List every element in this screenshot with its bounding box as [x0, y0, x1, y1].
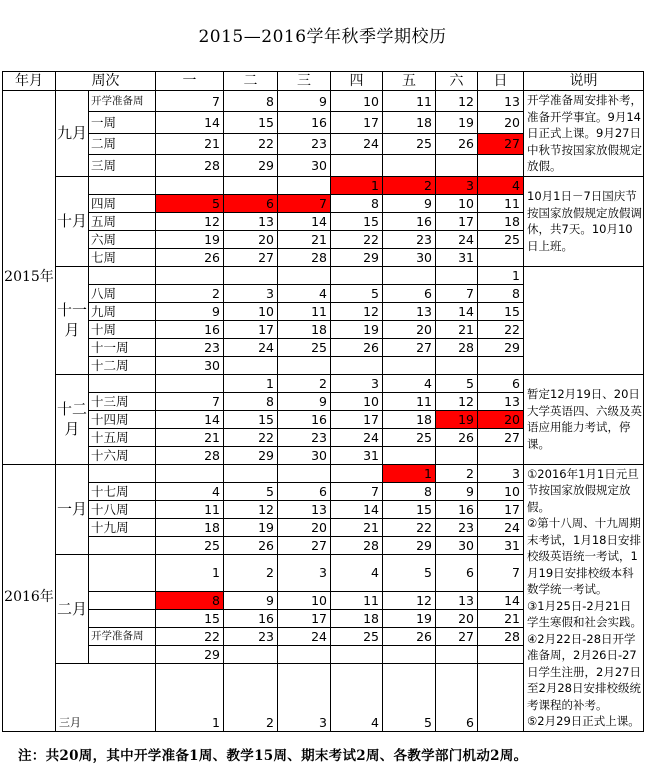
- table-row: [3, 91, 644, 112]
- day-cell: 5: [383, 554, 436, 591]
- day-cell: [224, 176, 278, 194]
- day-cell: 28: [436, 338, 478, 356]
- table-cell: [89, 374, 156, 392]
- day-cell: 4: [278, 284, 331, 302]
- holiday-cell: 4: [478, 176, 524, 194]
- week-label: 十五周: [89, 428, 156, 446]
- day-cell: 1: [156, 663, 224, 731]
- day-cell: 9: [278, 91, 331, 112]
- day-cell: 11: [278, 302, 331, 320]
- day-cell: 19: [436, 112, 478, 133]
- day-cell: 20: [278, 518, 331, 536]
- day-cell: 2: [224, 663, 278, 731]
- day-cell: 20: [383, 320, 436, 338]
- table-cell: [89, 554, 156, 591]
- week-label: 二周: [89, 133, 156, 154]
- header-week: 周次: [56, 72, 156, 91]
- day-cell: [156, 464, 224, 482]
- day-cell: 10: [331, 392, 383, 410]
- day-cell: 17: [278, 609, 331, 627]
- year-2016: 2016年: [3, 464, 56, 731]
- day-cell: 13: [478, 392, 524, 410]
- day-cell: [331, 356, 383, 374]
- header-tue: 二: [224, 72, 278, 91]
- day-cell: 3: [224, 284, 278, 302]
- week-label: 十九周: [89, 518, 156, 536]
- day-cell: 29: [224, 446, 278, 464]
- day-cell: [383, 155, 436, 176]
- day-cell: 24: [224, 338, 278, 356]
- day-cell: 25: [331, 627, 383, 645]
- day-cell: 3: [278, 554, 331, 591]
- day-cell: 16: [224, 609, 278, 627]
- day-cell: 18: [383, 410, 436, 428]
- table-row: [3, 266, 644, 284]
- month-label-feb: 二月: [56, 554, 89, 663]
- day-cell: 15: [224, 112, 278, 133]
- day-cell: 22: [478, 320, 524, 338]
- day-cell: 6: [436, 554, 478, 591]
- day-cell: 27: [383, 338, 436, 356]
- day-cell: 31: [478, 536, 524, 554]
- day-cell: [478, 446, 524, 464]
- day-cell: 23: [383, 230, 436, 248]
- day-cell: [156, 266, 224, 284]
- day-cell: [156, 374, 224, 392]
- day-cell: 1: [224, 374, 278, 392]
- day-cell: 22: [383, 518, 436, 536]
- week-label: 四周: [89, 194, 156, 212]
- day-cell: 7: [156, 392, 224, 410]
- day-cell: 29: [224, 155, 278, 176]
- calendar-title: 2015—2016学年秋季学期校历: [198, 27, 447, 47]
- holiday-cell: 19: [436, 410, 478, 428]
- day-cell: 22: [331, 230, 383, 248]
- day-cell: 12: [436, 91, 478, 112]
- day-cell: 5: [224, 482, 278, 500]
- day-cell: [278, 266, 331, 284]
- note-item: ⑤2月29日正式上课。: [527, 714, 640, 728]
- day-cell: 16: [436, 500, 478, 518]
- table-cell: [89, 536, 156, 554]
- holiday-cell: 6: [224, 194, 278, 212]
- table-row: [3, 464, 644, 482]
- holiday-cell: 8: [156, 591, 224, 609]
- day-cell: 15: [224, 410, 278, 428]
- day-cell: 6: [436, 663, 478, 731]
- day-cell: 8: [224, 392, 278, 410]
- day-cell: 16: [383, 212, 436, 230]
- day-cell: 23: [156, 338, 224, 356]
- table-row: [3, 374, 644, 392]
- day-cell: 10: [331, 91, 383, 112]
- day-cell: [224, 645, 278, 663]
- day-cell: [224, 464, 278, 482]
- day-cell: 17: [478, 500, 524, 518]
- day-cell: 4: [156, 482, 224, 500]
- table-cell: [89, 609, 156, 627]
- day-cell: 14: [436, 302, 478, 320]
- year-2015: 2015年: [3, 91, 56, 465]
- week-label: 十二周: [89, 356, 156, 374]
- day-cell: 9: [224, 591, 278, 609]
- day-cell: 22: [224, 133, 278, 154]
- day-cell: [383, 266, 436, 284]
- day-cell: 8: [224, 91, 278, 112]
- day-cell: 11: [156, 500, 224, 518]
- day-cell: 29: [383, 536, 436, 554]
- day-cell: 28: [331, 536, 383, 554]
- day-cell: [383, 645, 436, 663]
- day-cell: 30: [278, 446, 331, 464]
- day-cell: 12: [331, 302, 383, 320]
- table-cell: [89, 266, 156, 284]
- day-cell: 23: [278, 428, 331, 446]
- day-cell: 13: [383, 302, 436, 320]
- day-cell: 21: [278, 230, 331, 248]
- note-jan-feb: [524, 464, 644, 731]
- day-cell: 9: [383, 194, 436, 212]
- day-cell: 22: [224, 428, 278, 446]
- day-cell: 7: [478, 554, 524, 591]
- day-cell: [278, 356, 331, 374]
- day-cell: 12: [224, 500, 278, 518]
- day-cell: 2: [224, 554, 278, 591]
- week-label: 十周: [89, 320, 156, 338]
- day-cell: 19: [383, 609, 436, 627]
- day-cell: [331, 155, 383, 176]
- header-sat: 六: [436, 72, 478, 91]
- day-cell: 21: [156, 428, 224, 446]
- month-label-dec: 十二月: [56, 374, 89, 464]
- note-nov: [524, 266, 644, 374]
- day-cell: 31: [331, 446, 383, 464]
- day-cell: 14: [331, 500, 383, 518]
- note-item: ①2016年1月1日元旦节按国家放假规定放假。: [527, 466, 639, 514]
- day-cell: 30: [156, 356, 224, 374]
- day-cell: 12: [383, 591, 436, 609]
- week-label: 十四周: [89, 410, 156, 428]
- day-cell: 11: [331, 591, 383, 609]
- day-cell: 19: [156, 230, 224, 248]
- day-cell: 3: [278, 663, 331, 731]
- week-label: 十七周: [89, 482, 156, 500]
- day-cell: 24: [436, 230, 478, 248]
- day-cell: 10: [278, 591, 331, 609]
- week-label: 开学准备周: [89, 627, 156, 645]
- day-cell: [478, 663, 524, 731]
- week-label: 十三周: [89, 392, 156, 410]
- holiday-cell: 3: [436, 176, 478, 194]
- day-cell: 5: [383, 663, 436, 731]
- day-cell: [436, 356, 478, 374]
- holiday-cell: 5: [156, 194, 224, 212]
- day-cell: [278, 464, 331, 482]
- day-cell: [156, 176, 224, 194]
- day-cell: 17: [436, 212, 478, 230]
- day-cell: [383, 356, 436, 374]
- day-cell: 28: [156, 155, 224, 176]
- day-cell: 13: [436, 591, 478, 609]
- day-cell: 11: [383, 392, 436, 410]
- week-label: 六周: [89, 230, 156, 248]
- month-label-oct: 十月: [56, 176, 89, 266]
- day-cell: 20: [224, 230, 278, 248]
- day-cell: 26: [436, 133, 478, 154]
- day-cell: 25: [383, 133, 436, 154]
- day-cell: 30: [383, 248, 436, 266]
- day-cell: 12: [436, 392, 478, 410]
- table-row: [3, 176, 644, 194]
- day-cell: 26: [156, 248, 224, 266]
- day-cell: 18: [278, 320, 331, 338]
- day-cell: [436, 446, 478, 464]
- day-cell: 7: [331, 482, 383, 500]
- day-cell: 18: [478, 212, 524, 230]
- footer-note: 注：共20周，其中开学准备1周、教学15周、期末考试2周、各教学部门机动2周。: [18, 748, 528, 764]
- day-cell: 2: [156, 284, 224, 302]
- school-calendar-table: [2, 71, 644, 732]
- day-cell: [383, 446, 436, 464]
- day-cell: [331, 645, 383, 663]
- day-cell: 5: [436, 374, 478, 392]
- day-cell: 14: [156, 112, 224, 133]
- day-cell: 24: [278, 627, 331, 645]
- day-cell: 10: [478, 482, 524, 500]
- day-cell: [478, 645, 524, 663]
- table-cell: [89, 591, 156, 609]
- day-cell: 21: [331, 518, 383, 536]
- day-cell: 1: [156, 554, 224, 591]
- day-cell: 26: [383, 627, 436, 645]
- day-cell: 13: [224, 212, 278, 230]
- day-cell: 9: [436, 482, 478, 500]
- day-cell: 24: [478, 518, 524, 536]
- day-cell: [478, 248, 524, 266]
- day-cell: 7: [156, 91, 224, 112]
- day-cell: 13: [278, 500, 331, 518]
- day-cell: [224, 356, 278, 374]
- day-cell: 23: [224, 627, 278, 645]
- holiday-cell: 7: [278, 194, 331, 212]
- day-cell: 8: [383, 482, 436, 500]
- day-cell: 18: [156, 518, 224, 536]
- note-oct: 10月1日－7日国庆节按国家放假规定放假调休，共7天。10月10日上班。: [524, 176, 644, 266]
- day-cell: 25: [156, 536, 224, 554]
- day-cell: 6: [278, 482, 331, 500]
- day-cell: 11: [383, 91, 436, 112]
- holiday-cell: 1: [383, 464, 436, 482]
- month-label-jan: 一月: [56, 464, 89, 554]
- day-cell: 28: [478, 627, 524, 645]
- day-cell: 14: [156, 410, 224, 428]
- month-label-sep: 九月: [56, 91, 89, 177]
- day-cell: 18: [383, 112, 436, 133]
- day-cell: 24: [331, 133, 383, 154]
- day-cell: [331, 464, 383, 482]
- day-cell: [224, 266, 278, 284]
- day-cell: 22: [156, 627, 224, 645]
- day-cell: 27: [436, 627, 478, 645]
- day-cell: [278, 176, 331, 194]
- table-cell: [89, 464, 156, 482]
- day-cell: 2: [278, 374, 331, 392]
- day-cell: 27: [478, 428, 524, 446]
- day-cell: 6: [478, 374, 524, 392]
- day-cell: 19: [224, 518, 278, 536]
- day-cell: 28: [278, 248, 331, 266]
- day-cell: [478, 356, 524, 374]
- day-cell: 10: [224, 302, 278, 320]
- day-cell: 15: [383, 500, 436, 518]
- day-cell: [278, 645, 331, 663]
- day-cell: 16: [156, 320, 224, 338]
- day-cell: 28: [156, 446, 224, 464]
- day-cell: 26: [224, 536, 278, 554]
- week-label: 一周: [89, 112, 156, 133]
- note-dec: 暂定12月19日、20日大学英语四、六级及英语应用能力考试，停课。: [524, 374, 644, 464]
- week-label: 十八周: [89, 500, 156, 518]
- holiday-cell: 2: [383, 176, 436, 194]
- day-cell: 15: [478, 302, 524, 320]
- day-cell: 30: [436, 536, 478, 554]
- day-cell: 9: [156, 302, 224, 320]
- day-cell: 12: [156, 212, 224, 230]
- day-cell: 16: [278, 410, 331, 428]
- table-cell: [89, 176, 156, 194]
- header-row: [3, 72, 644, 91]
- day-cell: 20: [436, 609, 478, 627]
- day-cell: 4: [331, 554, 383, 591]
- week-label: 三周: [89, 155, 156, 176]
- day-cell: 4: [383, 374, 436, 392]
- day-cell: 20: [478, 112, 524, 133]
- day-cell: 31: [436, 248, 478, 266]
- day-cell: 21: [478, 609, 524, 627]
- day-cell: 17: [331, 410, 383, 428]
- day-cell: 5: [331, 284, 383, 302]
- day-cell: 9: [278, 392, 331, 410]
- day-cell: [436, 645, 478, 663]
- day-cell: 3: [478, 464, 524, 482]
- day-cell: 23: [436, 518, 478, 536]
- day-cell: 13: [478, 91, 524, 112]
- holiday-cell: 1: [331, 176, 383, 194]
- day-cell: 25: [383, 428, 436, 446]
- day-cell: [331, 266, 383, 284]
- week-label: 五周: [89, 212, 156, 230]
- day-cell: 2: [436, 464, 478, 482]
- week-label: 十六周: [89, 446, 156, 464]
- day-cell: 27: [224, 248, 278, 266]
- header-year-month: 年月: [3, 72, 56, 91]
- day-cell: 29: [156, 645, 224, 663]
- day-cell: 14: [278, 212, 331, 230]
- month-label-nov: 十一月: [56, 266, 89, 374]
- day-cell: 29: [478, 338, 524, 356]
- header-notes: 说明: [524, 72, 644, 91]
- week-label: 八周: [89, 284, 156, 302]
- day-cell: 25: [278, 338, 331, 356]
- holiday-cell: 20: [478, 410, 524, 428]
- day-cell: 3: [331, 374, 383, 392]
- day-cell: 15: [331, 212, 383, 230]
- day-cell: 1: [478, 266, 524, 284]
- header-sun: 日: [478, 72, 524, 91]
- day-cell: 24: [331, 428, 383, 446]
- note-item: ②第十八周、十九周期末考试，1月18日安排校级英语统一考试，1月19日安排校级本科数学统一考试。: [527, 516, 641, 596]
- week-label: 开学准备周: [89, 91, 156, 112]
- day-cell: 29: [331, 248, 383, 266]
- day-cell: 17: [331, 112, 383, 133]
- note-item: ④2月22日-28日开学准备周，2月26日-27日学生注册，2月27日至2月28日安排校级统考课程的补考。: [527, 631, 641, 712]
- header-mon: 一: [156, 72, 224, 91]
- day-cell: 21: [156, 133, 224, 154]
- day-cell: [478, 155, 524, 176]
- header-fri: 五: [383, 72, 436, 91]
- week-label: 十一周: [89, 338, 156, 356]
- day-cell: 11: [478, 194, 524, 212]
- day-cell: 23: [278, 133, 331, 154]
- day-cell: 18: [331, 609, 383, 627]
- month-label-mar: 三月: [56, 663, 156, 731]
- day-cell: 7: [436, 284, 478, 302]
- day-cell: 26: [331, 338, 383, 356]
- day-cell: 19: [331, 320, 383, 338]
- day-cell: 14: [478, 591, 524, 609]
- day-cell: 27: [278, 536, 331, 554]
- day-cell: 8: [478, 284, 524, 302]
- day-cell: 17: [224, 320, 278, 338]
- header-thu: 四: [331, 72, 383, 91]
- day-cell: 30: [278, 155, 331, 176]
- holiday-cell: 27: [478, 133, 524, 154]
- note-sep: 开学准备周安排补考，准备开学事宜。9月14日正式上课。9月27日中秋节按国家放假规定放假。: [524, 91, 644, 177]
- day-cell: [436, 155, 478, 176]
- day-cell: 15: [156, 609, 224, 627]
- week-label: 九周: [89, 302, 156, 320]
- day-cell: 8: [331, 194, 383, 212]
- day-cell: [436, 266, 478, 284]
- day-cell: 21: [436, 320, 478, 338]
- week-label: 七周: [89, 248, 156, 266]
- day-cell: 10: [436, 194, 478, 212]
- day-cell: 16: [278, 112, 331, 133]
- day-cell: 26: [436, 428, 478, 446]
- day-cell: 6: [383, 284, 436, 302]
- table-cell: [89, 645, 156, 663]
- day-cell: 4: [331, 663, 383, 731]
- note-item: ③1月25日-2月21日学生寒假和社会实践。: [527, 598, 642, 629]
- header-wed: 三: [278, 72, 331, 91]
- day-cell: 25: [478, 230, 524, 248]
